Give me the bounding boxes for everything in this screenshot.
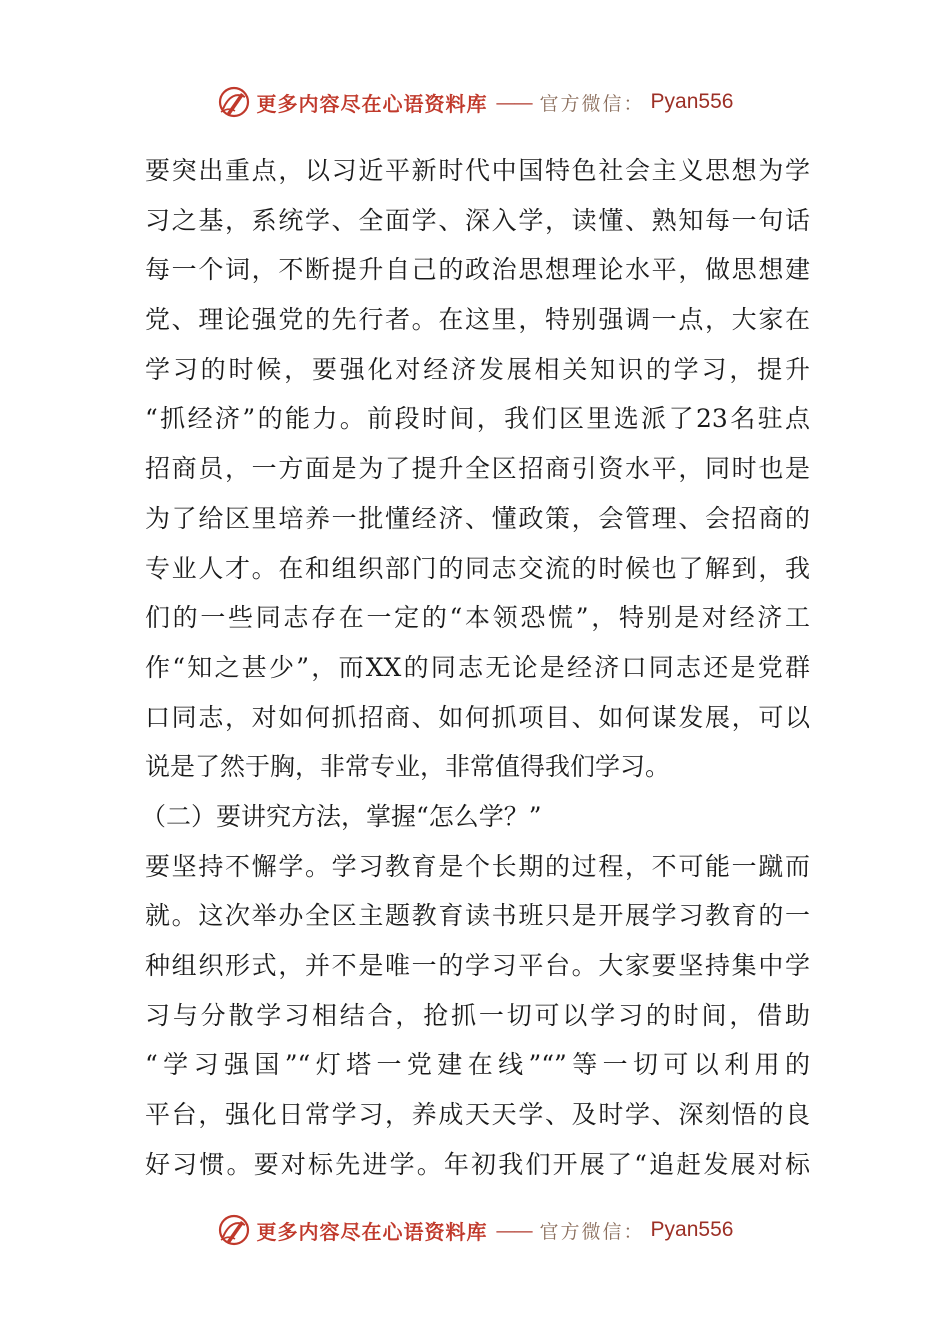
body-line: 党、理论强党的先行者。在这里，特别强调一点，大家在 xyxy=(145,305,810,335)
body-line: 说是了然于胸，非常专业，非常值得我们学习。 xyxy=(145,752,671,782)
body-line: 专业人才。在和组织部门的同志交流的时候也了解到，我 xyxy=(145,553,810,583)
body-line: 学习的时候，要强化对经济发展相关知识的学习，提升 xyxy=(145,354,810,384)
body-line: “学习强国”“灯塔一党建在线”“”等一切可以利用的 xyxy=(145,1050,810,1080)
banner-wechat-id: Pyan556 xyxy=(650,1218,734,1241)
pen-signature-logo-icon xyxy=(217,85,251,119)
banner-library-text: 更多内容尽在心语资料库 xyxy=(256,91,488,116)
body-line: 要突出重点，以习近平新时代中国特色社会主义思想为学 xyxy=(145,156,810,185)
footer-banner xyxy=(0,1210,950,1250)
banner-wechat-label: 官方微信： xyxy=(539,92,645,115)
header-banner xyxy=(0,82,950,122)
body-line: 就。这次举办全区主题教育读书班只是开展学习教育的一 xyxy=(145,901,810,931)
body-line: 平台，强化日常学习，养成天天学、及时学、深刻悟的良 xyxy=(145,1100,810,1130)
banner-wechat-label: 官方微信： xyxy=(539,1220,645,1243)
body-line: 为了给区里培养一批懂经济、懂政策，会管理、会招商的 xyxy=(145,503,810,533)
document-body xyxy=(141,146,810,1189)
banner-dash: —— xyxy=(495,90,532,114)
body-line: 招商员，一方面是为了提升全区招商引资水平，同时也是 xyxy=(145,454,810,484)
banner-wechat-id: Pyan556 xyxy=(650,90,734,113)
pen-signature-logo-icon xyxy=(217,1213,251,1247)
body-line: 每一个词，不断提升自己的政治思想理论水平，做思想建 xyxy=(145,255,810,285)
body-line: 要坚持不懈学。学习教育是个长期的过程，不可能一蹴而 xyxy=(145,851,810,881)
section-heading: （二）要讲究方法，掌握“怎么学？” xyxy=(141,801,542,831)
body-line: 们的一些同志存在一定的“本领恐慌”，特别是对经济工 xyxy=(145,603,810,633)
body-line: 习与分散学习相结合，抢抓一切可以学习的时间，借助 xyxy=(145,1000,810,1030)
body-line: “抓经济”的能力。前段时间，我们区里选派了23名驻点 xyxy=(145,404,810,434)
body-line: 习之基，系统学、全面学、深入学，读懂、熟知每一句话 xyxy=(145,205,810,235)
body-line: 种组织形式，并不是唯一的学习平台。大家要坚持集中学 xyxy=(145,951,810,980)
body-line: 口同志，对如何抓招商、如何抓项目、如何谋发展，可以 xyxy=(145,702,810,732)
body-line: 好习惯。要对标先进学。年初我们开展了“追赶发展对标 xyxy=(145,1149,810,1179)
body-line: 作“知之甚少”，而XX的同志无论是经济口同志还是党群 xyxy=(145,652,810,682)
banner-library-text: 更多内容尽在心语资料库 xyxy=(256,1219,488,1244)
banner-dash: —— xyxy=(495,1218,532,1242)
